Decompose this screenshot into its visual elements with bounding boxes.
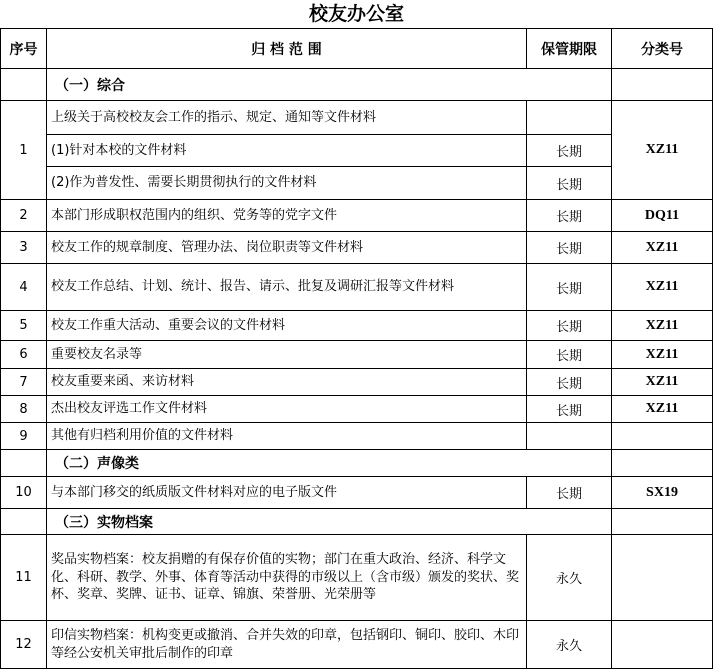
row-retention: 长期 [527, 341, 612, 369]
page-title: 校友办公室 [308, 3, 404, 25]
table-row [1, 232, 713, 264]
row-seq: 5 [1, 311, 47, 341]
table-row [1, 341, 713, 369]
table-row [1, 396, 713, 423]
row-desc: 印信实物档案：机构变更或撤消、合并失效的印章，包括钢印、铜印、胶印、木印等经公安机关审批后制作的印章 [47, 621, 527, 669]
section-title: （二）声像类 [47, 450, 612, 477]
row-desc: 奖品实物档案：校友捐赠的有保存价值的实物；部门在重大政治、经济、科学文化、科研、教学、外事、体育等活动中获得的市级以上（含市级）颁发的奖状、奖杯、奖章、奖牌、证书、证章、锦旗、荣誉册、光荣册等 [47, 535, 527, 621]
section-seq-cell [1, 69, 47, 101]
row-sub-desc: (1)针对本校的文件材料 [47, 135, 527, 167]
row-seq: 3 [1, 232, 47, 264]
row-code: XZ11 [612, 311, 713, 341]
table-row [1, 167, 713, 200]
row-code: XZ11 [612, 101, 713, 200]
row-seq: 10 [1, 477, 47, 509]
row-desc: 其他有归档利用价值的文件材料 [47, 423, 527, 450]
table-row [1, 135, 713, 167]
row-code [612, 621, 713, 669]
table-row [1, 264, 713, 311]
table-row [1, 311, 713, 341]
row-desc: 校友工作重大活动、重要会议的文件材料 [47, 311, 527, 341]
section-seq-cell [1, 450, 47, 477]
row-retention: 长期 [527, 311, 612, 341]
row-retention: 长期 [527, 135, 612, 167]
row-seq: 1 [1, 101, 47, 200]
row-desc: 重要校友名录等 [47, 341, 527, 369]
section-row [1, 509, 713, 535]
table-row [1, 101, 713, 135]
row-desc: 与本部门移交的纸质版文件材料对应的电子版文件 [47, 477, 527, 509]
header-scope: 归 档 范 围 [47, 29, 527, 69]
row-retention: 长期 [527, 477, 612, 509]
table-row [1, 621, 713, 669]
row-retention [527, 423, 612, 450]
header-retention: 保管期限 [527, 29, 612, 69]
row-seq: 4 [1, 264, 47, 311]
row-desc: 校友工作的规章制度、管理办法、岗位职责等文件材料 [47, 232, 527, 264]
row-code: DQ11 [612, 200, 713, 232]
row-desc: 上级关于高校校友会工作的指示、规定、通知等文件材料 [47, 101, 527, 135]
row-seq: 9 [1, 423, 47, 450]
row-seq: 7 [1, 369, 47, 396]
table-row [1, 200, 713, 232]
row-code: XZ11 [612, 396, 713, 423]
row-retention: 长期 [527, 396, 612, 423]
row-retention: 永久 [527, 621, 612, 669]
row-seq: 12 [1, 621, 47, 669]
row-retention: 长期 [527, 369, 612, 396]
row-code [612, 535, 713, 621]
row-retention: 长期 [527, 167, 612, 200]
row-desc: 校友重要来函、来访材料 [47, 369, 527, 396]
section-seq-cell [1, 509, 47, 535]
row-sub-desc: (2)作为普发性、需要长期贯彻执行的文件材料 [47, 167, 527, 200]
table-row [1, 423, 713, 450]
header-code: 分类号 [612, 29, 713, 69]
row-retention: 长期 [527, 200, 612, 232]
section-row [1, 69, 713, 101]
row-seq: 6 [1, 341, 47, 369]
header-seq: 序号 [1, 29, 47, 69]
row-desc: 杰出校友评选工作文件材料 [47, 396, 527, 423]
row-desc: 本部门形成职权范围内的组织、党务等的党字文件 [47, 200, 527, 232]
archive-scope-table [0, 28, 713, 669]
row-code: XZ11 [612, 264, 713, 311]
section-code-cell [612, 69, 713, 101]
section-row [1, 450, 713, 477]
section-code-cell [612, 450, 713, 477]
row-retention: 长期 [527, 264, 612, 311]
row-code: SX19 [612, 477, 713, 509]
table-row [1, 369, 713, 396]
header-row [1, 29, 713, 69]
row-seq: 2 [1, 200, 47, 232]
table-row [1, 535, 713, 621]
row-seq: 11 [1, 535, 47, 621]
section-title: （一）综合 [47, 69, 612, 101]
row-code [612, 423, 713, 450]
table-row [1, 477, 713, 509]
row-code: XZ11 [612, 369, 713, 396]
row-seq: 8 [1, 396, 47, 423]
row-desc: 校友工作总结、计划、统计、报告、请示、批复及调研汇报等文件材料 [47, 264, 527, 311]
row-retention [527, 101, 612, 135]
row-code: XZ11 [612, 232, 713, 264]
section-code-cell [612, 509, 713, 535]
row-retention: 长期 [527, 232, 612, 264]
section-title: （三）实物档案 [47, 509, 612, 535]
row-retention: 永久 [527, 535, 612, 621]
row-code: XZ11 [612, 341, 713, 369]
